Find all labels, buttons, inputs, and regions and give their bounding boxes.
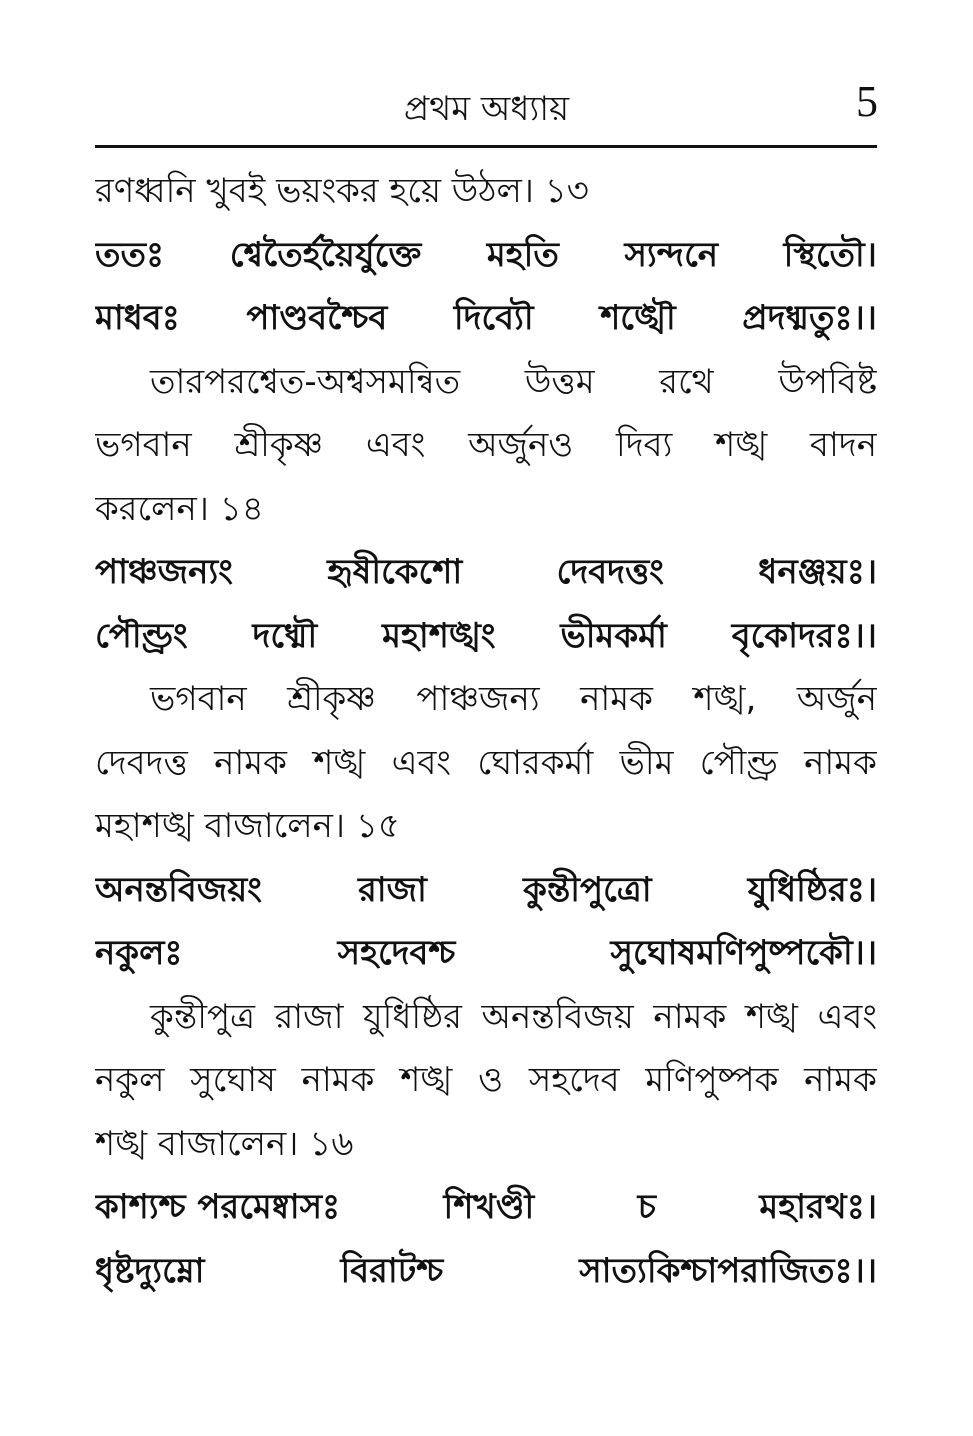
word: পাঞ্চজন্য bbox=[416, 679, 540, 719]
word: ও bbox=[478, 1060, 504, 1100]
word: শঙ্খ বাজালেন। ১৬ bbox=[95, 1123, 354, 1164]
sanskrit-verse-line bbox=[95, 541, 877, 605]
word: নকুল bbox=[95, 1060, 165, 1100]
word: এবং bbox=[365, 425, 426, 465]
word: ভগবান bbox=[95, 425, 192, 465]
word: রণধ্বনি খুবই ভয়ংকর হয়ে উঠল। ১৩ bbox=[95, 171, 589, 211]
word: শ্রীকৃষ্ণ bbox=[234, 425, 324, 465]
word: বাদন bbox=[810, 425, 877, 465]
sanskrit-verse-line bbox=[95, 287, 877, 351]
word: তারপরশ্বেত-অশ্বসমন্বিত bbox=[150, 361, 461, 402]
word: ধৃষ্টদ্যুম্নো bbox=[95, 1250, 205, 1291]
translation-line bbox=[95, 160, 877, 224]
translation-line bbox=[95, 1113, 877, 1177]
word: শঙ্খৌ bbox=[600, 298, 676, 338]
word: ভীমকর্মা bbox=[560, 615, 667, 656]
word: নামক bbox=[301, 1060, 375, 1100]
page-body bbox=[95, 160, 877, 1303]
word: ঘোরকর্মা bbox=[477, 742, 594, 783]
word: দেবদত্তং bbox=[556, 552, 664, 592]
header-rule bbox=[95, 145, 877, 148]
word: রাজা bbox=[358, 869, 427, 910]
word: অনন্তবিজয়ং bbox=[95, 869, 262, 910]
word: মহাশঙ্খং bbox=[382, 615, 496, 656]
word: শ্বেতৈর্হয়ৈর্যুক্তে bbox=[229, 234, 422, 275]
word: বিরাটশ্চ bbox=[340, 1250, 444, 1291]
word: এবং bbox=[391, 742, 452, 783]
word: শঙ্খ bbox=[313, 742, 366, 783]
word: দধ্মৌ bbox=[252, 615, 318, 656]
translation-line bbox=[95, 668, 877, 732]
word: নামক bbox=[214, 742, 287, 783]
translation-line bbox=[95, 732, 877, 796]
word: স্যন্দনে bbox=[624, 234, 719, 275]
translation-line bbox=[95, 414, 877, 478]
word: রথে bbox=[659, 361, 714, 402]
word: চ bbox=[637, 1187, 656, 1227]
word: অর্জুন bbox=[796, 679, 877, 719]
word: দিব্যৌ bbox=[453, 298, 534, 338]
word: হৃষীকেশো bbox=[327, 552, 463, 592]
word: করলেন। ১৪ bbox=[95, 488, 264, 529]
chapter-title: প্রথম অধ্যায় bbox=[403, 89, 570, 129]
translation-line bbox=[95, 351, 877, 415]
word: শঙ্খ bbox=[715, 425, 768, 465]
word: সুঘোষ bbox=[190, 1060, 276, 1100]
word: যুধিষ্ঠির bbox=[363, 996, 462, 1037]
word: মহারথঃ। bbox=[759, 1187, 877, 1227]
sanskrit-verse-line bbox=[95, 1240, 877, 1304]
word: মাধবঃ bbox=[95, 298, 180, 338]
word: সহদেব bbox=[528, 1060, 620, 1100]
translation-line bbox=[95, 1049, 877, 1113]
word: স্থিতৌ। bbox=[783, 234, 877, 275]
word: পৌণ্ড্রং bbox=[95, 615, 188, 656]
sanskrit-verse-line bbox=[95, 1176, 877, 1240]
word: মহতি bbox=[486, 234, 559, 275]
word: পাণ্ডবশ্চৈব bbox=[246, 298, 388, 338]
word: কাশ্যশ্চ পরমেষ্বাসঃ bbox=[95, 1187, 341, 1227]
word: দিব্য bbox=[616, 425, 673, 465]
word: দেবদত্ত bbox=[95, 742, 188, 783]
word: সাত্যকিশ্চাপরাজিতঃ।। bbox=[579, 1250, 877, 1291]
sanskrit-verse-line bbox=[95, 605, 877, 669]
word: শঙ্খ bbox=[400, 1060, 453, 1100]
word: উপবিষ্ট bbox=[778, 361, 877, 402]
word: উত্তম bbox=[524, 361, 595, 402]
word: শ্রীকৃষ্ণ bbox=[287, 679, 376, 719]
sanskrit-verse-line bbox=[95, 922, 877, 986]
translation-line bbox=[95, 478, 877, 542]
sanskrit-verse-line bbox=[95, 859, 877, 923]
word: কুন্তীপুত্রো bbox=[523, 869, 652, 910]
word: অর্জুনও bbox=[468, 425, 574, 465]
word: নামক bbox=[804, 1060, 877, 1100]
page-number: 5 bbox=[856, 77, 878, 126]
word: কুন্তীপুত্র bbox=[150, 996, 256, 1037]
sanskrit-verse-line bbox=[95, 224, 877, 288]
word: নকুলঃ bbox=[95, 933, 183, 973]
word: ভগবান bbox=[150, 679, 247, 719]
word: ধনঞ্জয়ঃ। bbox=[758, 552, 877, 592]
word: সুঘোষমণিপুষ্পকৌ।। bbox=[610, 933, 877, 973]
word: ভীম bbox=[619, 742, 674, 783]
word: শিখণ্ডী bbox=[443, 1187, 535, 1227]
word: নামক bbox=[580, 679, 653, 719]
word: নামক bbox=[653, 996, 727, 1037]
word: পৌণ্ড্র bbox=[699, 742, 778, 783]
word: প্রদধ্মতুঃ।। bbox=[742, 298, 877, 338]
translation-line bbox=[95, 795, 877, 859]
word: যুধিষ্ঠিরঃ। bbox=[747, 869, 877, 910]
word: রাজা bbox=[274, 996, 344, 1037]
word: পাঞ্চজন্যং bbox=[95, 552, 233, 592]
word: নামক bbox=[804, 742, 877, 783]
word: ততঃ bbox=[95, 234, 165, 275]
word: শঙ্খ, bbox=[693, 679, 757, 719]
word: সহদেবশ্চ bbox=[337, 933, 456, 973]
word: বৃকোদরঃ।। bbox=[731, 615, 877, 656]
word: এবং bbox=[817, 996, 877, 1037]
word: শঙ্খ bbox=[745, 996, 798, 1037]
word: মহাশঙ্খ বাজালেন। ১৫ bbox=[95, 806, 400, 846]
word: অনন্তবিজয় bbox=[481, 996, 634, 1037]
word: মণিপুষ্পক bbox=[645, 1060, 779, 1100]
translation-line bbox=[95, 986, 877, 1050]
